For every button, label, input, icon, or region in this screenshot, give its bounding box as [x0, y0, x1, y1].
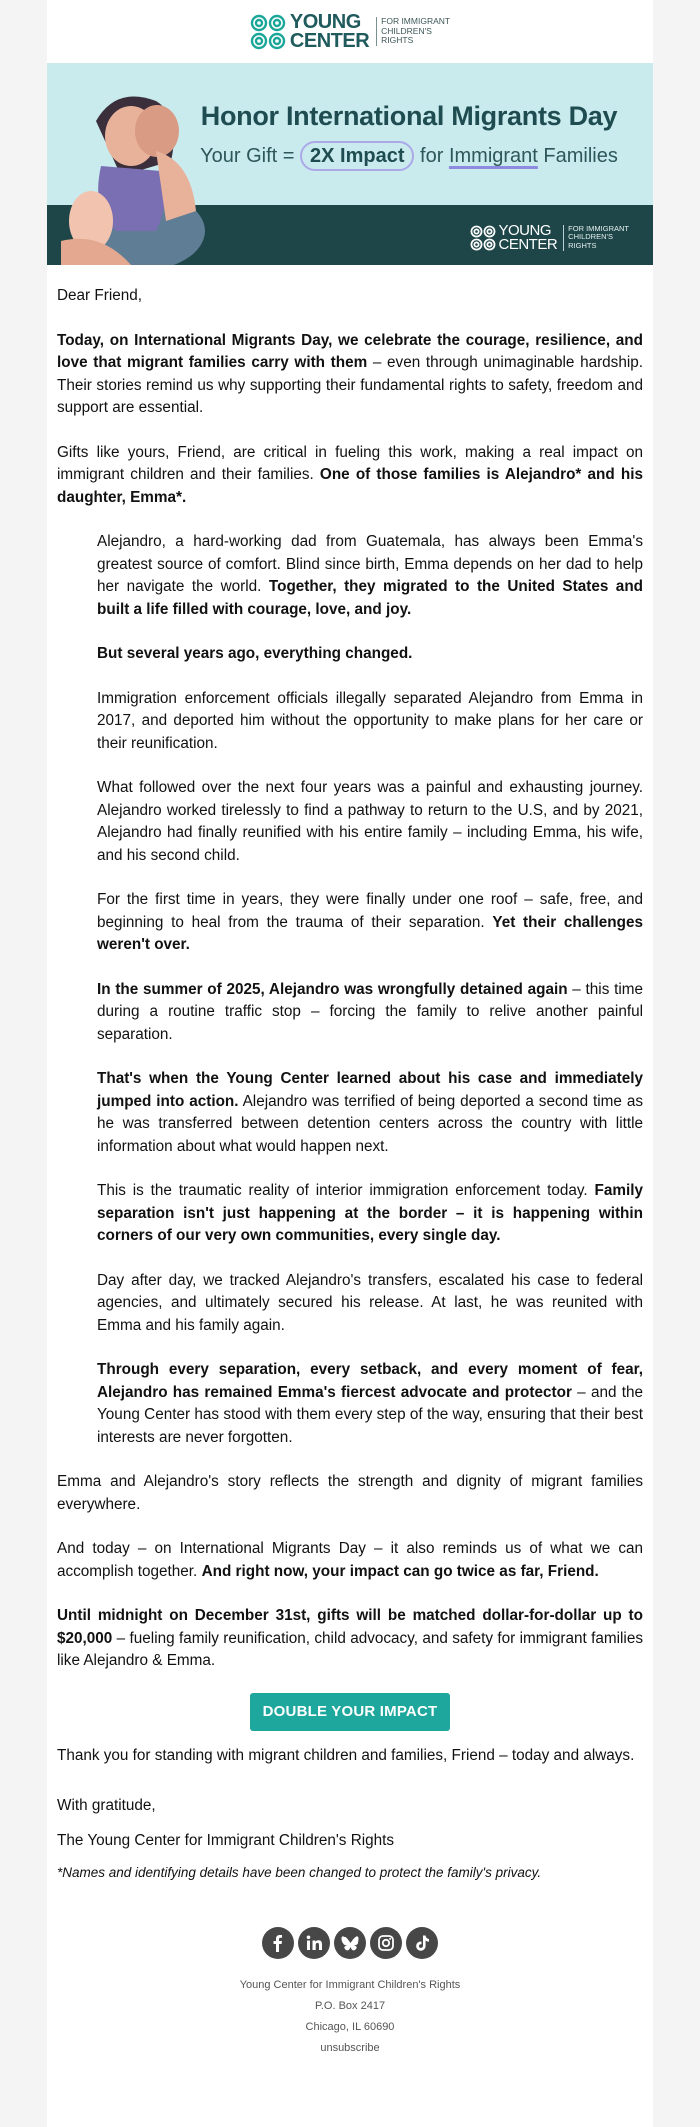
logo-wordmark	[498, 221, 558, 253]
text: For the first time in years, they were finally under one roof – safe, free, and beginning to heal from the trauma of their separation.	[97, 891, 643, 931]
bold-text: Together, they migrated to the United States and built a life filled with courage, love, and joy.	[97, 578, 644, 618]
logo-tag-line: RIGHTS	[381, 35, 414, 46]
spiral-logo-icon	[250, 14, 286, 50]
logo-wordmark	[289, 10, 370, 52]
text: Gifts like yours, Friend, are critical in fueling this work, making a real impact on immigrant children and their families.	[57, 443, 643, 483]
signature: The Young Center for Immigrant Children's Rights	[57, 1831, 395, 1849]
text: Alejandro was terrified of being deported a second time as he was transferred between detention centers across the country with little information about what would happen next.	[97, 1092, 643, 1155]
bold-text: And right now, your impact can go twice as far, Friend.	[201, 1562, 599, 1580]
letter-content	[47, 285, 653, 1885]
banner-sub-suffix: Families	[537, 145, 618, 167]
bold-text: In the summer of 2025, Alejandro was wrongfully detained again	[97, 980, 568, 998]
closing: With gratitude,	[57, 1797, 156, 1814]
bold-text: Today, on International Migrants Day, we celebrate the courage, resilience, and love that migrant families carry with them	[57, 331, 643, 371]
footer-org: Young Center for Immigrant Children's Rights	[239, 1978, 461, 1991]
logo-tag-line: RIGHTS	[568, 241, 597, 251]
paragraph	[97, 1359, 643, 1449]
paragraph: Emma and Alejandro's story reflects the strength and dignity of migrant families everywhere.	[57, 1473, 643, 1513]
banner-sub-underlined: Immigrant	[448, 145, 538, 167]
text: – this time during a routine traffic stop – forcing the family to relive another painful separation.	[97, 980, 643, 1043]
instagram-icon[interactable]	[370, 1927, 402, 1959]
paragraph	[97, 889, 643, 957]
tiktok-icon[interactable]	[406, 1927, 438, 1959]
linkedin-icon[interactable]	[298, 1927, 330, 1959]
bold-text: But several years ago, everything changed.	[97, 645, 413, 662]
story-section	[57, 531, 643, 1449]
text: And today – on International Migrants Day – it also reminds us of what we can accomplish together.	[57, 1540, 643, 1580]
paragraph	[57, 442, 643, 510]
logo-tag-line: FOR IMMIGRANT	[381, 15, 451, 26]
privacy-note: *Names and identifying details have been changed to protect the family's privacy.	[57, 1865, 542, 1880]
paragraph: What followed over the next four years was a painful and exhausting journey. Alejandro worked tirelessly to find a pathway to return to the U.S, and by 2021, Alejandro had finally reunified with his entire family – including Emma, his wife, and his second child.	[97, 779, 643, 864]
footer-pobox: P.O. Box 2417	[314, 1999, 386, 2012]
paragraph: Immigration enforcement officials illegally separated Alejandro from Emma in 2017, and deported him without the opportunity to make plans for her care or their reunification.	[97, 689, 643, 752]
banner-title: Honor International Migrants Day	[200, 101, 618, 131]
text: – and the Young Center has stood with them every step of the way, ensuring that their best interests are never forgotten.	[97, 1383, 643, 1446]
text: Alejandro, a hard-working dad from Guatemala, has always been Emma's greatest source of comfort. Blind since birth, Emma depends on her dad to help her navigate the world.	[97, 533, 643, 595]
hero-banner[interactable]	[47, 63, 653, 265]
banner-sub-highlight: 2X Impact	[300, 141, 414, 171]
footer-address	[47, 1975, 653, 2059]
bold-text: Until midnight on December 31st, gifts will be matched dollar-for-dollar up to $20,000	[57, 1607, 643, 1647]
paragraph: Day after day, we tracked Alejandro's transfers, escalated his case to federal agencies, and ultimately secured his release. At last, he was reunited with Emma and his family again.	[97, 1271, 643, 1334]
bold-text: Yet their challenges weren't over.	[97, 913, 643, 953]
logo-tagline	[376, 17, 450, 46]
spiral-logo-icon	[470, 225, 496, 251]
banner-logo	[470, 221, 630, 253]
banner-subtitle	[179, 145, 639, 168]
text: – even through unimaginable hardship. Their stories remind us why supporting their fundamental rights to safety, freedom and support are essential.	[57, 354, 643, 416]
logo-tag-line: CHILDREN'S	[381, 25, 432, 36]
bold-text: Family separation isn't just happening at the border – it is happening within corners of our very own communities, every single day.	[97, 1182, 643, 1244]
cta-wrapper	[57, 1693, 643, 1731]
logo-tagline	[563, 225, 629, 251]
logo-word-center: CENTER	[498, 235, 558, 253]
banner-sub-mid: for	[414, 145, 449, 167]
bold-text: One of those families is Alejandro* and his daughter, Emma*.	[57, 466, 643, 506]
text: This is the traumatic reality of interior immigration enforcement today.	[97, 1182, 595, 1199]
social-links	[47, 1927, 653, 1959]
facebook-icon[interactable]	[262, 1927, 294, 1959]
unsubscribe-link[interactable]: unsubscribe	[320, 2041, 380, 2054]
header-logo-bar	[47, 0, 653, 63]
paragraph	[97, 979, 643, 1047]
paragraph	[97, 1180, 643, 1248]
thanks-line: Thank you for standing with migrant children and families, Friend – today and always.	[57, 1746, 635, 1764]
logo-tag-line: CHILDREN'S	[568, 232, 613, 242]
paragraph	[97, 531, 643, 621]
logo-tag-line: FOR IMMIGRANT	[568, 223, 629, 233]
footer-city: Chicago, IL 60690	[305, 2020, 395, 2033]
paragraph	[97, 1068, 643, 1158]
banner-sub-prefix: Your Gift =	[200, 145, 300, 167]
paragraph	[57, 330, 643, 420]
logo-word-young: YOUNG	[498, 221, 552, 239]
logo-word-young: YOUNG	[289, 10, 361, 33]
email-body	[47, 0, 653, 2127]
bold-text: That's when the Young Center learned about his case and immediately jumped into action.	[97, 1070, 643, 1110]
paragraph	[57, 1538, 643, 1583]
double-your-impact-button[interactable]: DOUBLE YOUR IMPACT	[250, 1693, 450, 1731]
paragraph	[97, 643, 643, 666]
bold-text: Through every separation, every setback, and every moment of fear, Alejandro has remained Emma's fiercest advocate and protector	[97, 1361, 643, 1401]
greeting: Dear Friend,	[57, 287, 143, 304]
paragraph	[57, 1605, 643, 1673]
young-center-logo[interactable]	[250, 10, 451, 52]
bluesky-icon[interactable]	[334, 1927, 366, 1959]
logo-word-center: CENTER	[289, 29, 370, 52]
text: – fueling family reunification, child advocacy, and safety for immigrant families like Alejandro & Emma.	[57, 1629, 643, 1669]
